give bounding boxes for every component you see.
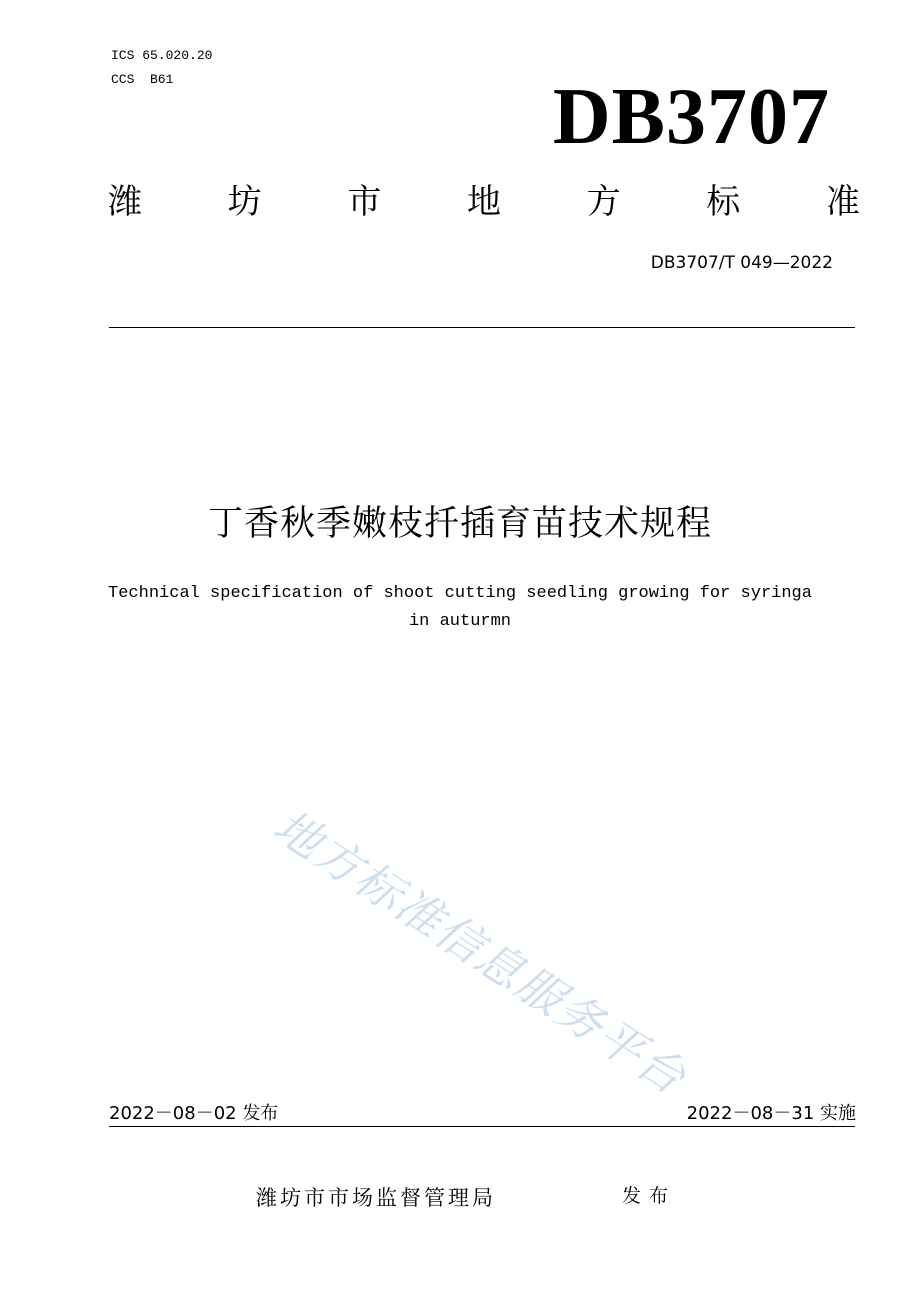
standard-type-char: 坊	[227, 182, 262, 222]
title-english	[60, 580, 860, 636]
publish-label: 发布	[622, 1185, 677, 1207]
header-divider	[109, 327, 855, 328]
publisher: 潍坊市市场监督管理局	[256, 1186, 496, 1210]
watermark: 地方标准信息服务平台	[264, 798, 697, 1106]
standard-type-char: 地	[466, 182, 501, 222]
footer-divider	[109, 1126, 855, 1127]
standard-type-char: 标	[706, 182, 741, 222]
ics-code: ICS 65.020.20	[111, 48, 213, 63]
ccs-code: CCS B61	[111, 72, 174, 87]
standard-type	[108, 178, 860, 226]
standard-type-char: 方	[586, 182, 621, 222]
title-english-line: Technical specification of shoot cutting seedling growing for syringa	[108, 584, 812, 603]
standard-type-char: 准	[825, 182, 860, 222]
standard-number: DB3707/T 049—2022	[650, 253, 833, 273]
db-code: DB3707	[552, 73, 830, 161]
title-english-line: in auturmn	[408, 612, 512, 631]
standard-type-char: 市	[347, 182, 382, 222]
title-chinese: 丁香秋季嫩枝扦插育苗技术规程	[207, 504, 712, 544]
standard-type-char: 潍	[108, 182, 142, 222]
issue-date: 2022－08－02 发布	[109, 1103, 279, 1124]
implementation-date: 2022－08－31 实施	[686, 1103, 856, 1124]
